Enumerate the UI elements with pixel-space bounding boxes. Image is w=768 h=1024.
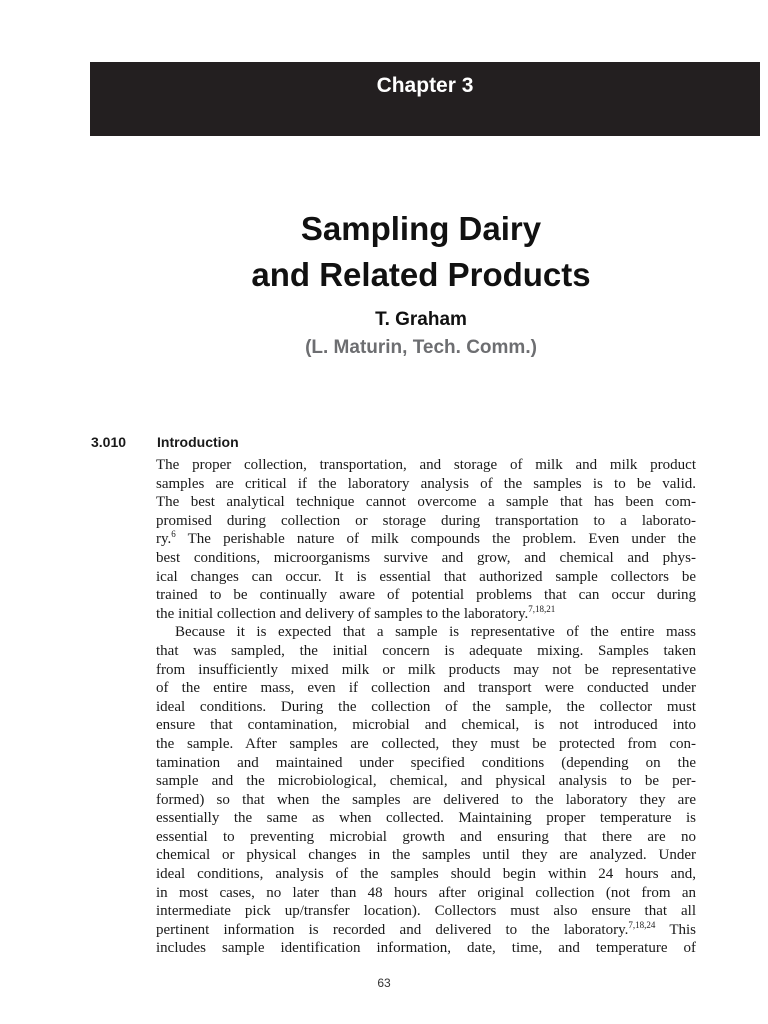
body-line-text: the initial collection and delivery of samples to the laboratory. bbox=[156, 605, 529, 622]
body-line-text: ideal conditions. During the collection of the sample, the collector must bbox=[156, 698, 696, 715]
body-line-text: in most cases, no later than 48 hours after original collection (not from an bbox=[156, 884, 696, 901]
body-line bbox=[156, 661, 696, 680]
body-line-text: formed) so that when the samples are delivered to the laboratory they are bbox=[156, 791, 696, 808]
body-line-text: the sample. After samples are collected, they must be protected from con- bbox=[156, 735, 696, 752]
chapter-label: Chapter 3 bbox=[376, 74, 474, 97]
author-affiliation: (L. Maturin, Tech. Comm.) bbox=[305, 337, 537, 358]
body-line bbox=[156, 828, 696, 847]
body-line bbox=[156, 475, 696, 494]
body-line bbox=[156, 846, 696, 865]
body-line bbox=[156, 530, 696, 549]
body-line-text: chemical or physical changes in the samples until they are analyzed. Under bbox=[156, 847, 696, 864]
body-line bbox=[156, 605, 696, 624]
body-line-text: from insufficiently mixed milk or milk products may not be representative bbox=[156, 661, 696, 678]
body-line-text: ideal conditions, analysis of the samples should begin within 24 hours and, bbox=[156, 866, 696, 883]
section-body bbox=[156, 456, 696, 958]
body-line bbox=[156, 493, 696, 512]
body-line bbox=[156, 698, 696, 717]
body-line bbox=[156, 549, 696, 568]
body-line bbox=[156, 568, 696, 587]
body-line-text: essential to preventing microbial growth and ensuring that there are no bbox=[156, 828, 696, 845]
body-line bbox=[156, 902, 696, 921]
body-line bbox=[156, 735, 696, 754]
body-line-text-continued: This bbox=[655, 921, 696, 938]
body-line bbox=[156, 939, 696, 958]
body-line bbox=[156, 716, 696, 735]
body-line-text: best conditions, microorganisms survive and grow, and chemical and phys- bbox=[156, 549, 696, 566]
section-heading: Introduction bbox=[157, 434, 239, 450]
body-line-text: tamination and maintained under specified conditions (depending on the bbox=[156, 754, 696, 771]
body-line-text: essentially the same as when collected. Maintaining proper temperature is bbox=[156, 810, 696, 827]
chapter-title bbox=[90, 206, 752, 298]
body-line-text: that was sampled, the initial concern is adequate mixing. Samples taken bbox=[156, 642, 696, 659]
citation-superscript: 7,18,21 bbox=[528, 603, 556, 614]
body-line-text: of the entire mass, even if collection and transport were conducted under bbox=[156, 680, 696, 697]
body-line bbox=[156, 754, 696, 773]
body-line bbox=[156, 884, 696, 903]
body-line bbox=[156, 586, 696, 605]
body-line bbox=[156, 772, 696, 791]
body-line bbox=[156, 456, 696, 475]
body-line bbox=[156, 791, 696, 810]
body-line bbox=[156, 512, 696, 531]
body-line bbox=[156, 623, 696, 642]
body-line bbox=[156, 921, 696, 940]
body-line-text: intermediate pick up/transfer location). Collectors must also ensure that all bbox=[156, 903, 696, 920]
body-line-text: samples are critical if the laboratory analysis of the samples is to be valid. bbox=[156, 475, 696, 492]
body-line bbox=[156, 642, 696, 661]
page-number: 63 bbox=[377, 976, 391, 990]
body-line-text: ical changes can occur. It is essential that authorized sample collectors be bbox=[156, 568, 696, 585]
body-line-text: trained to be continually aware of potential problems that can occur during bbox=[156, 587, 696, 604]
body-line-text: pertinent information is recorded and delivered to the laboratory. bbox=[156, 921, 629, 938]
body-line bbox=[156, 809, 696, 828]
body-line-text-continued: The perishable nature of milk compounds the problem. Even under the bbox=[175, 531, 696, 548]
body-line-text: Because it is expected that a sample is representative of the entire mass bbox=[175, 624, 696, 641]
section-number: 3.010 bbox=[91, 434, 127, 450]
chapter-title-line-1: Sampling Dairy bbox=[300, 210, 542, 247]
author-name: T. Graham bbox=[375, 309, 467, 330]
body-line-text: includes sample identification information, date, time, and temperature of bbox=[156, 940, 696, 957]
body-line bbox=[156, 865, 696, 884]
chapter-title-line-2: and Related Products bbox=[251, 256, 591, 293]
body-line-text: The proper collection, transportation, and storage of milk and milk product bbox=[156, 457, 696, 473]
body-line bbox=[156, 679, 696, 698]
body-line-text: ensure that contamination, microbial and chemical, is not introduced into bbox=[156, 717, 696, 734]
body-line-text: promised during collection or storage during transportation to a laborato- bbox=[156, 512, 696, 529]
citation-superscript: 7,18,24 bbox=[628, 919, 656, 930]
chapter-banner bbox=[90, 62, 760, 136]
body-line-text: ry. bbox=[156, 531, 172, 548]
body-line-text: sample and the microbiological, chemical, and physical analysis to be per- bbox=[156, 773, 696, 790]
body-line-text: The best analytical technique cannot overcome a sample that has been com- bbox=[156, 494, 696, 511]
citation-superscript: 6 bbox=[171, 529, 176, 540]
